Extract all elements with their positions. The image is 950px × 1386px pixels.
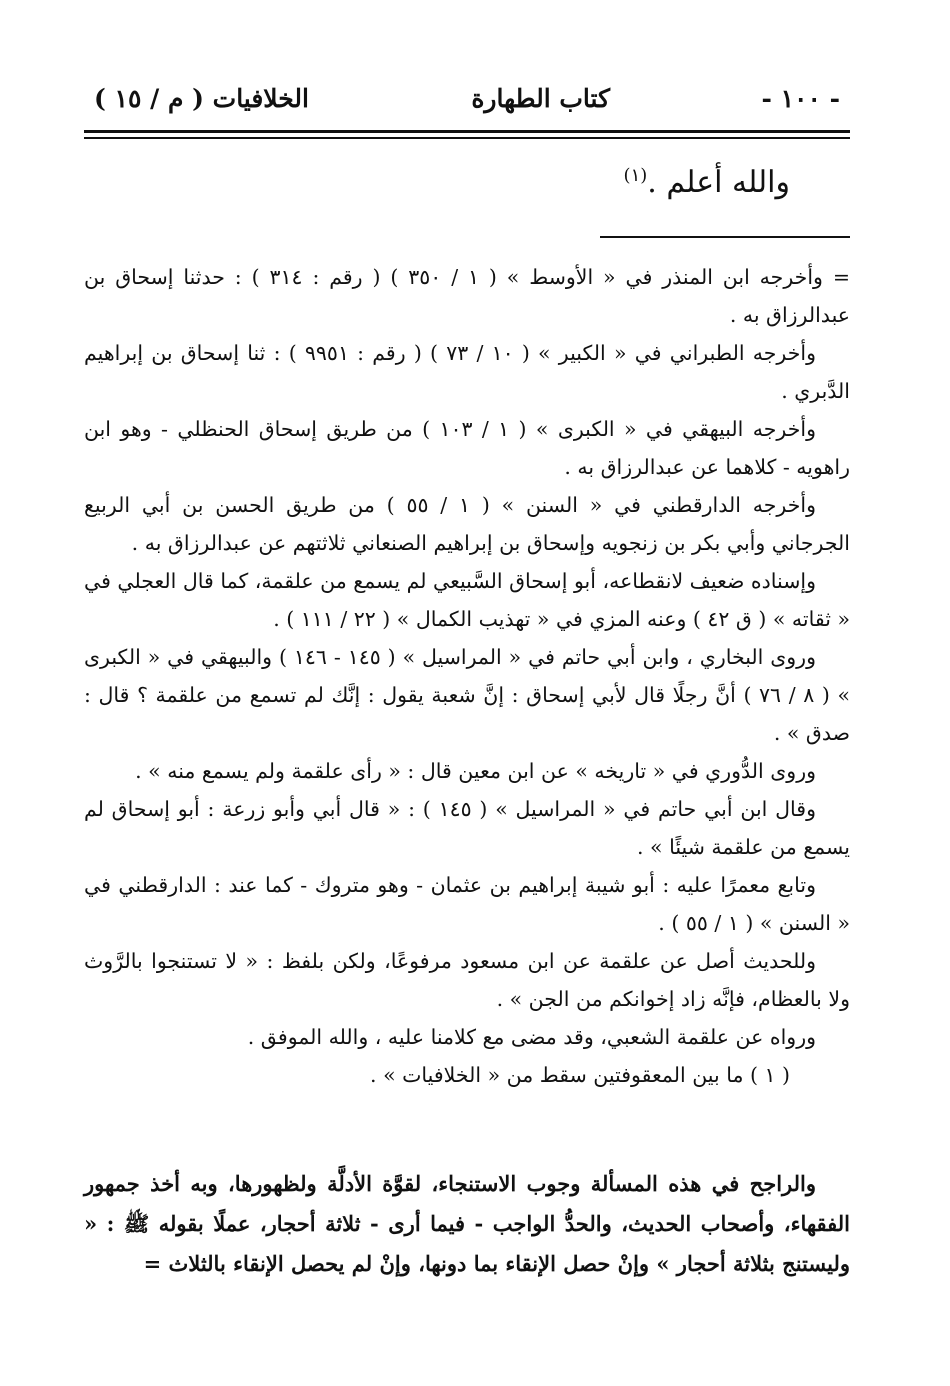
footnote-paragraph: وإسناده ضعيف لانقطاعه، أبو إسحاق السَّبيعي لم يسمع من علقمة، كما قال العجلي في « ثقاته » ( ق ٤٢ ) وعنه المزي في « تهذيب الكمال » ( ٢٢ / ١١١ ) .	[84, 569, 850, 631]
header-rule-bottom	[84, 137, 850, 139]
footnote-paragraph: وقال ابن أبي حاتم في « المراسيل » ( ١٤٥ ) : « قال أبي وأبو زرعة : أبو إسحاق لم يسمع من علقمة شيئًا » .	[84, 797, 850, 859]
header-rule-top	[84, 130, 850, 133]
footnote-paragraph: وتابع معمرًا عليه : أبو شيبة إبراهيم بن عثمان - وهو متروك - كما عند : الدارقطني في « السنن » ( ١ / ٥٥ ) .	[84, 873, 850, 935]
main-text	[84, 1164, 850, 1284]
footnote-separator	[600, 236, 850, 238]
footnote-paragraph: وللحديث أصل عن علقمة عن ابن مسعود مرفوعًا، ولكن بلفظ : « لا تستنجوا بالرَّوث ولا بالعظام، فإنَّه زاد إخوانكم من الجن » .	[84, 949, 850, 1011]
footnotes-section	[84, 258, 850, 1094]
book-title: كتاب الطهارة	[471, 84, 610, 113]
footnote-paragraph: = وأخرجه ابن المنذر في « الأوسط » ( ١ / ٣٥٠ ) ( رقم : ٣١٤ ) : حدثنا إسحاق بن عبدالرزاق به .	[84, 265, 850, 327]
footnote-paragraph: وروى الدُّوري في « تاريخه » عن ابن معين قال : « رأى علقمة ولم يسمع منه » .	[135, 759, 816, 783]
volume-reference: الخلافيات ( م / ١٥ )	[94, 84, 309, 113]
footnote-one: ( ١ ) ما بين المعقوفتين سقط من « الخلافيات » .	[370, 1063, 790, 1087]
footnote-marker: (١)	[623, 165, 648, 186]
page-number: - ١٠٠ -	[761, 84, 840, 113]
running-header	[84, 80, 850, 120]
footnote-paragraph: وأخرجه الطبراني في « الكبير » ( ١٠ / ٧٣ ) ( رقم : ٩٩٥١ ) : ثنا إسحاق بن إبراهيم الدَّبري .	[84, 341, 850, 403]
closing-phrase	[624, 165, 790, 200]
footnote-paragraph: وروى البخاري ، وابن أبي حاتم في « المراسيل » ( ١٤٥ - ١٤٦ ) والبيهقي في « الكبرى » ( ٨ / ٧٦ ) أنَّ رجلًا قال لأبي إسحاق : إنَّ شعبة يقول : إنَّك لم تسمع من علقمة ؟ قال : صدق » .	[84, 645, 850, 745]
closing-text: والله أعلم .	[647, 165, 790, 200]
footnote-paragraph: وأخرجه الدارقطني في « السنن » ( ١ / ٥٥ ) من طريق الحسن بن أبي الربيع الجرجاني وأبي بكر بن زنجويه وإسحاق بن إبراهيم الصنعاني ثلاثتهم عن عبدالرزاق به .	[84, 493, 850, 555]
footnote-paragraph: ورواه عن علقمة الشعبي، وقد مضى مع كلامنا عليه ، والله الموفق .	[247, 1025, 816, 1049]
main-paragraph: والراجح في هذه المسألة وجوب الاستنجاء، لقوَّة الأدلَّة ولظهورها، وبه أخذ جمهور الفقهاء، وأصحاب الحديث، والحدُّ الواجب - فيما أرى - ثلاثة أحجار، عملًا بقوله ﷺ : « وليستنج بثلاثة أحجار » وإنْ حصل الإنقاء بما دونها، وإنْ لم يحصل الإنقاء بالثلاث =	[84, 1171, 850, 1276]
footnote-paragraph: وأخرجه البيهقي في « الكبرى » ( ١ / ١٠٣ ) من طريق إسحاق الحنظلي - وهو ابن راهويه - كلاهما عن عبدالرزاق به .	[84, 417, 850, 479]
